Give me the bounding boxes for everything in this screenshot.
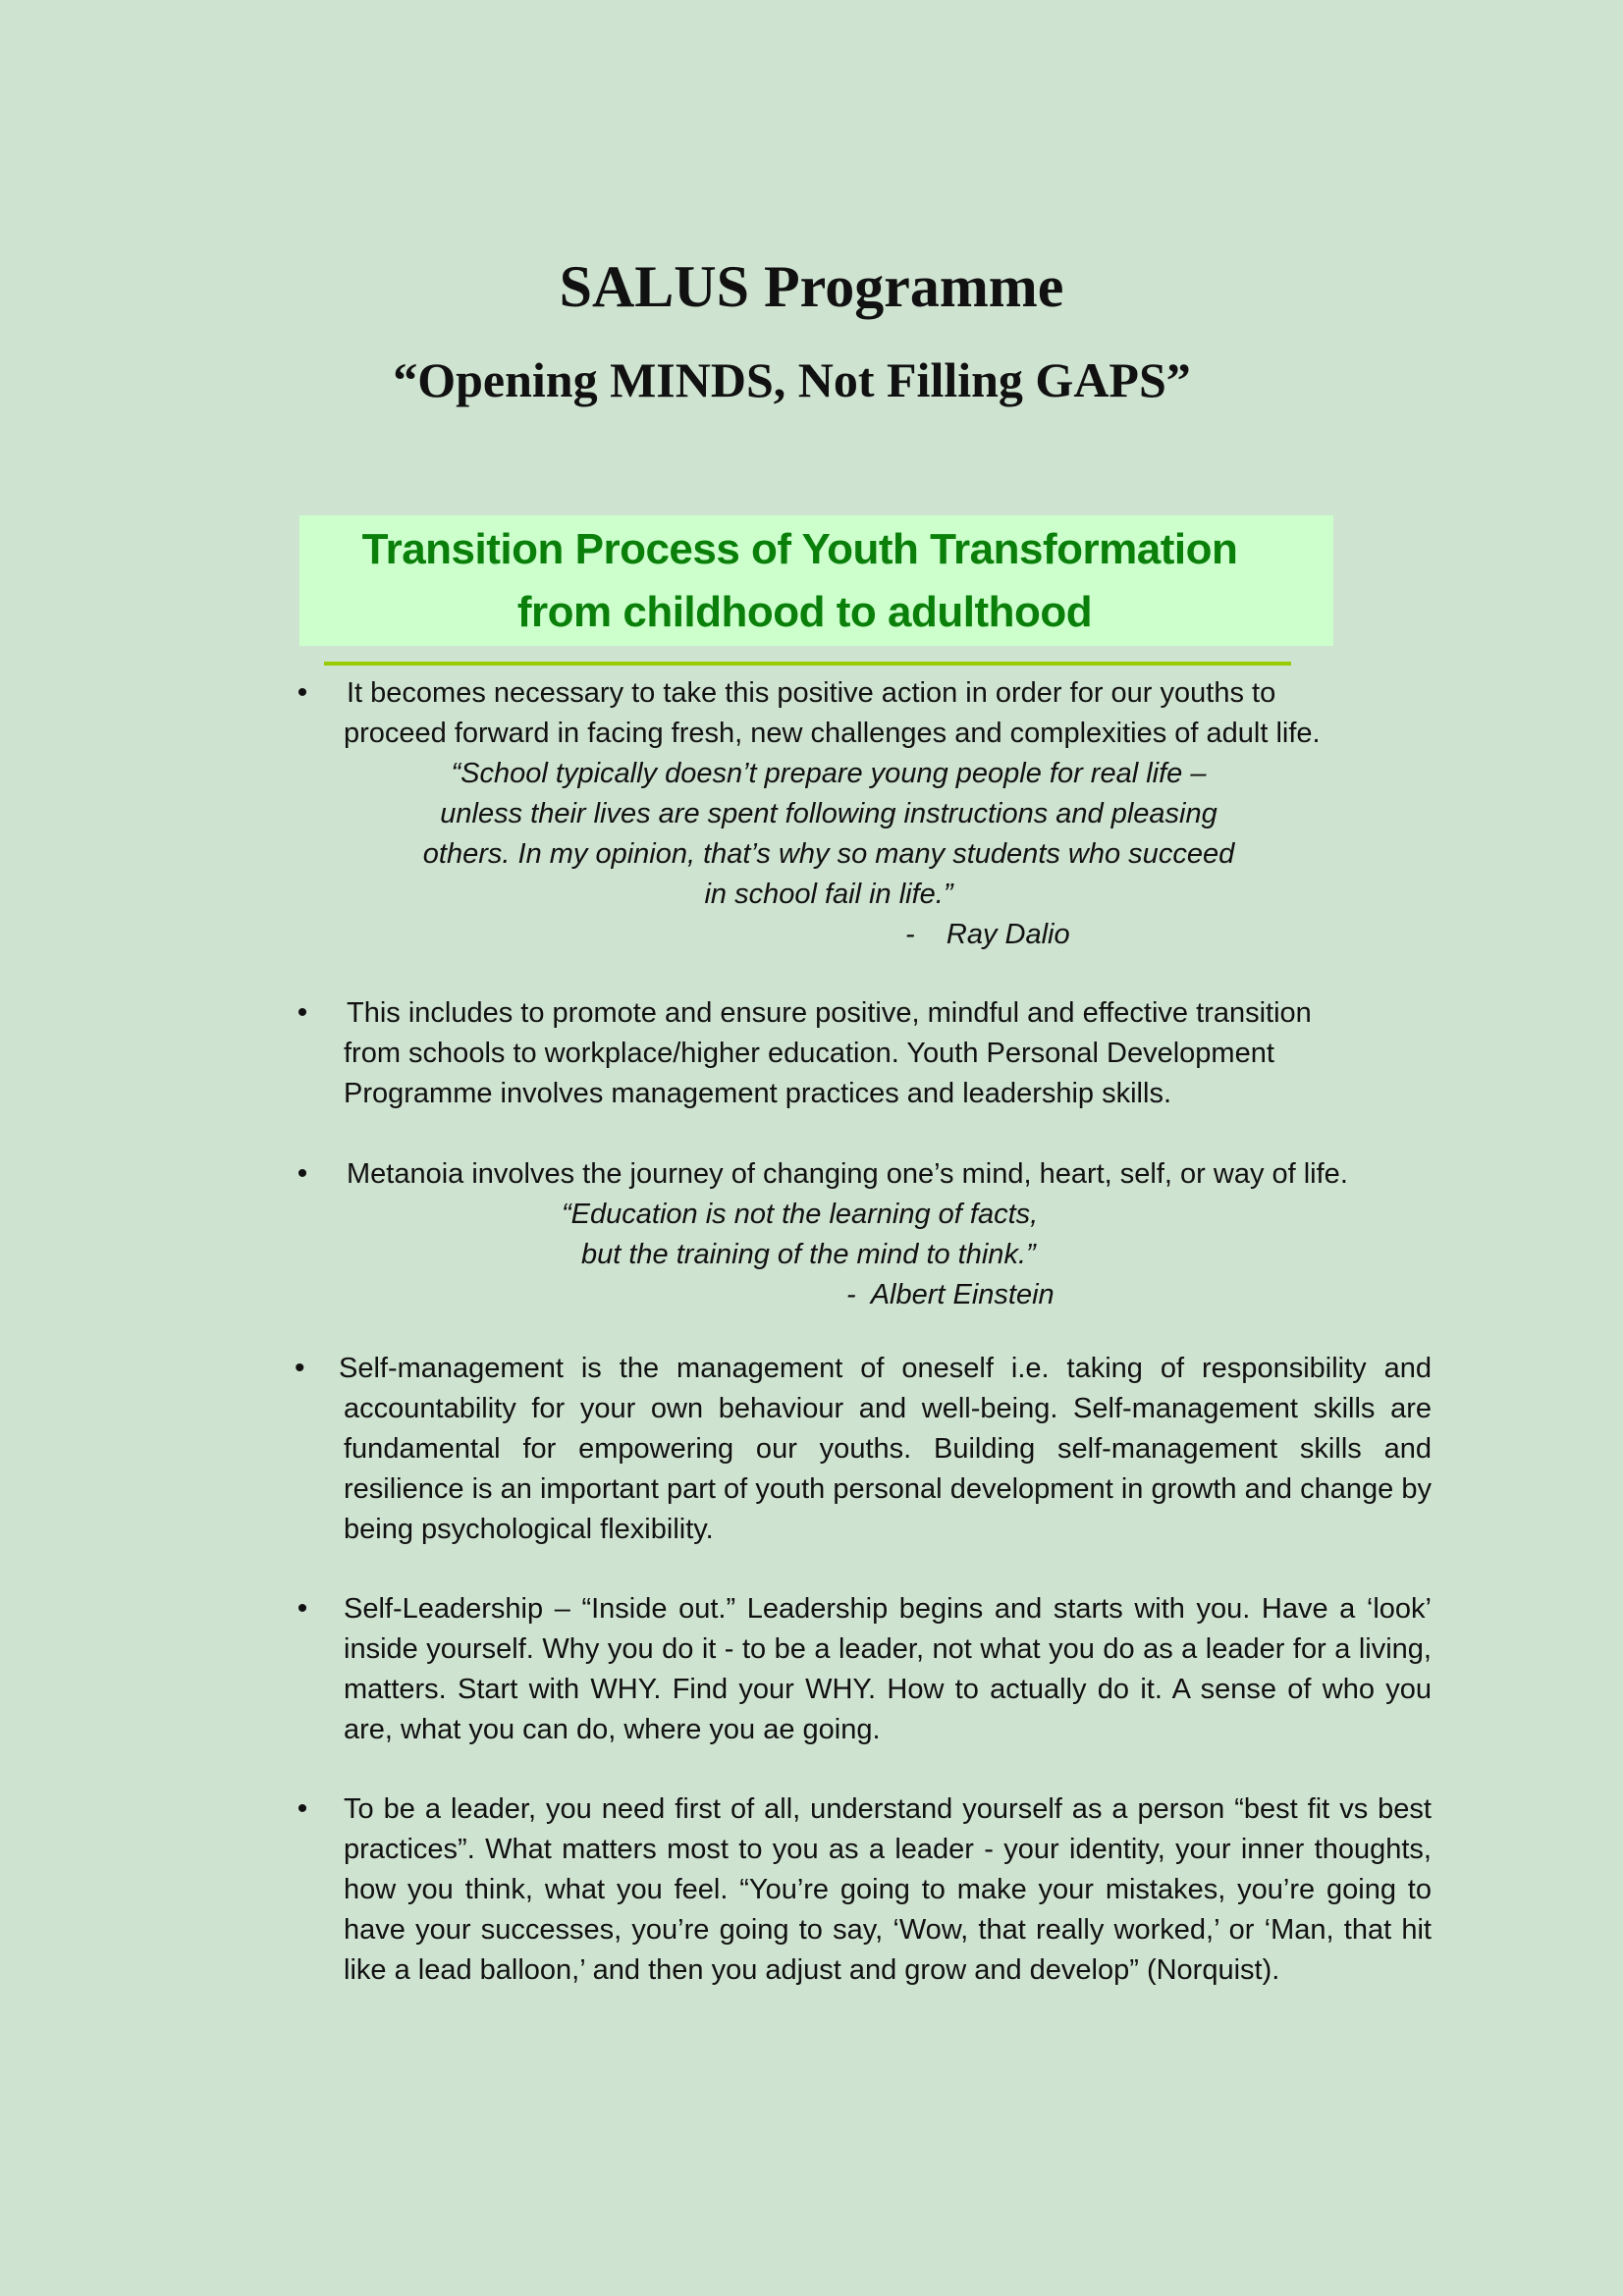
- section-heading-line-2: from childhood to adulthood: [516, 588, 1093, 636]
- list-item: [297, 1789, 1432, 1991]
- list-item: [297, 673, 1432, 955]
- item-text-line: This includes to promote and ensure positive, mindful and effective transition: [347, 997, 1312, 1029]
- bullet-icon: •: [297, 1592, 308, 1625]
- quote-attribution: - Albert Einstein: [846, 1279, 1055, 1310]
- section-heading-line-1: Transition Process of Youth Transformation: [361, 525, 1238, 573]
- quote-attribution: - Ray Dalio: [905, 919, 1070, 950]
- list-item: [297, 1589, 1432, 1750]
- bullet-icon: •: [294, 1352, 305, 1384]
- bullet-icon: •: [297, 996, 308, 1029]
- item-text: Self-management is the management of oneself i.e. taking of responsibility and accountability for your own behaviour and well-being. Self-management skills are fundamental for empowering our youths. Building self-management skills and resilience is an important part of youth personal development in growth and change by being psychological flexibility.: [339, 1353, 1432, 1545]
- document-title: SALUS Programme: [559, 254, 1064, 319]
- list-item: [294, 1349, 1432, 1550]
- quote-line: but the training of the mind to think.”: [581, 1239, 1036, 1270]
- heading-divider: [324, 662, 1291, 666]
- section-heading: [299, 515, 1333, 644]
- item-text-line: Programme involves management practices and leadership skills.: [344, 1078, 1171, 1109]
- item-text: Self-Leadership – “Inside out.” Leadership begins and starts with you. Have a ‘look’ inside yourself. Why you do it - to be a leader, not what you do as a leader for a living, matters. Start with WHY. Find your WHY. How to actually do it. A sense of who you are, what you can do, where you ae going.: [344, 1593, 1432, 1745]
- quote-line: “Education is not the learning of facts,: [562, 1199, 1039, 1230]
- bullet-icon: •: [297, 676, 308, 709]
- item-text-line: proceed forward in facing fresh, new challenges and complexities of adult life.: [344, 718, 1321, 749]
- quote-line: in school fail in life.”: [704, 879, 953, 910]
- section-heading-box: [299, 515, 1333, 646]
- quote-line: unless their lives are spent following instructions and pleasing: [440, 798, 1217, 829]
- quote-line: others. In my opinion, that’s why so many students who succeed: [422, 838, 1235, 870]
- item-text-line: from schools to workplace/higher education. Youth Personal Development: [344, 1038, 1274, 1069]
- bullet-icon: •: [297, 1157, 308, 1190]
- list-item: [297, 993, 1432, 1114]
- item-text: To be a leader, you need first of all, understand yourself as a person “best fit vs best practices”. What matters most to you as a leader - your identity, your inner thoughts, how you think, what you feel. “You’re going to make your mistakes, you’re going to have your successes, you’re going to say, ‘Wow, that really worked,’ or ‘Man, that hit like a lead balloon,’ and then you adjust and grow and develop” (Norquist).: [344, 1793, 1432, 1986]
- document-subtitle: “Opening MINDS, Not Filling GAPS”: [393, 352, 1191, 407]
- quote-line: “School typically doesn’t prepare young people for real life –: [451, 758, 1207, 789]
- item-text-line: It becomes necessary to take this positive action in order for our youths to: [347, 677, 1276, 709]
- item-text-line: Metanoia involves the journey of changing one’s mind, heart, self, or way of life.: [347, 1158, 1348, 1190]
- quote-block: [338, 754, 1320, 915]
- bullet-icon: •: [297, 1792, 308, 1825]
- quote-block: [344, 1195, 1432, 1275]
- list-item: [297, 1154, 1432, 1315]
